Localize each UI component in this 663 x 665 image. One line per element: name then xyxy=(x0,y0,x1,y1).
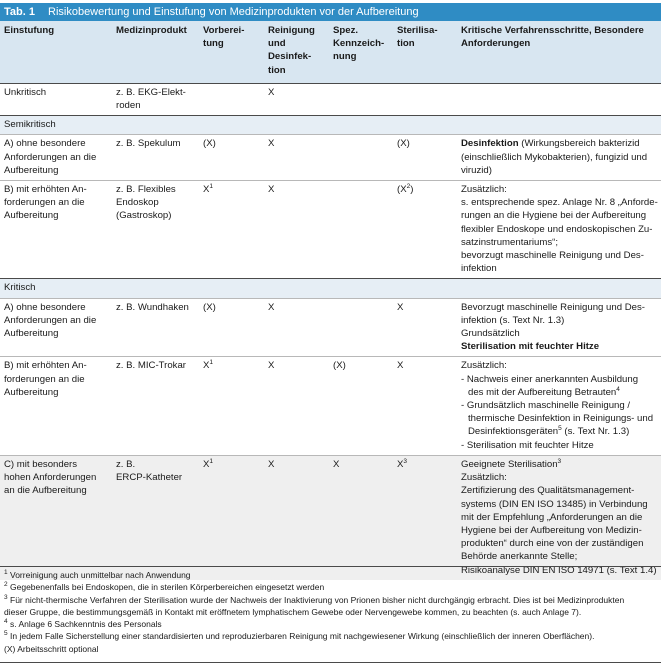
cell-vorbereitung: $X^1$ xyxy=(199,455,264,579)
footnote: $^2$ Gegebenenfalls bei Endoskopen, die in sterilen Körperbereichen eingesetzt werden xyxy=(4,581,325,593)
table-row-semikritisch-b xyxy=(0,181,661,279)
table-row-semikritisch-a xyxy=(0,135,661,181)
cell-produkt: z. B. Flexibles Endoskop (Gastroskop) xyxy=(112,181,199,279)
table-row-kritisch-b xyxy=(0,357,661,455)
cell-kennzeichnung: (X) xyxy=(329,357,393,455)
cell-kennzeichnung xyxy=(329,181,393,279)
section-row-semikritisch xyxy=(0,116,661,135)
header-reinigung: Reinigung und Desinfek- tion xyxy=(264,21,329,83)
cell-kennzeichnung xyxy=(329,135,393,181)
header-kennzeichnung: Spez. Kennzeich- nung xyxy=(329,21,393,83)
cell-einstufung: B) mit erhöhten An- forderungen an die Aufbereitung xyxy=(0,181,112,279)
footnote-legend: (X) Arbeitsschritt optional xyxy=(4,643,99,654)
cell-einstufung: B) mit erhöhten An- forderungen an die Aufbereitung xyxy=(0,357,112,455)
cell-kennzeichnung xyxy=(329,83,393,115)
table-row-kritisch-a xyxy=(0,298,661,357)
header-vorbereitung: Vorberei- tung xyxy=(199,21,264,83)
cell-reinigung: X xyxy=(264,83,329,115)
cell-vorbereitung: (X) xyxy=(199,135,264,181)
cell-einstufung: Unkritisch xyxy=(0,83,112,115)
header-kritische-schritte: Kritische Verfahrensschritte, Besondere Anforderungen xyxy=(457,21,661,83)
header-einstufung: Einstufung xyxy=(0,21,112,83)
cell-produkt: z. B. EKG-Elekt- roden xyxy=(112,83,199,115)
header-medizinprodukt: Medizinprodukt xyxy=(112,21,199,83)
cell-vorbereitung xyxy=(199,83,264,115)
cell-anforderungen xyxy=(457,83,661,115)
cell-reinigung: X xyxy=(264,357,329,455)
footnote: $^1$ Vorreinigung auch unmittelbar nach Anwendung xyxy=(4,569,191,580)
cell-sterilisation: (X) xyxy=(393,135,457,181)
cell-produkt: z. B. Spekulum xyxy=(112,135,199,181)
cell-anforderungen: Zusätzlich: - Nachweis einer anerkannten Ausbildung des mit der Aufbereitung Betrauten$^4$ - Grundsätzlich maschinelle Reinigung / thermische Desinfektion in Reinigungs- und Desinfektionsgeräten$^5$ (s. Text Nr. 1.3) - Sterilisation mit feuchter Hitze xyxy=(457,357,661,455)
cell-reinigung: X xyxy=(264,455,329,579)
cell-sterilisation xyxy=(393,83,457,115)
bottom-rule xyxy=(0,662,661,663)
cell-einstufung: C) mit besonders hohen Anforderungen an die Aufbereitung xyxy=(0,455,112,579)
header-row xyxy=(0,21,661,83)
section-label: Semikritisch xyxy=(0,116,661,135)
cell-produkt: z. B. Wundhaken xyxy=(112,298,199,357)
cell-reinigung: X xyxy=(264,298,329,357)
section-row-kritisch xyxy=(0,279,661,298)
cell-vorbereitung: $X^1$ xyxy=(199,357,264,455)
table-footnotes xyxy=(0,566,661,655)
cell-produkt: z. B. MIC-Trokar xyxy=(112,357,199,455)
cell-sterilisation: X xyxy=(393,357,457,455)
footnote: $^4$ s. Anlage 6 Sachkenntnis des Personals xyxy=(4,618,162,630)
cell-sterilisation: X xyxy=(393,298,457,357)
table-title-bar xyxy=(0,3,661,21)
cell-kennzeichnung: X xyxy=(329,455,393,579)
cell-kennzeichnung xyxy=(329,298,393,357)
footnote-continuation: dieser Gruppe, die bestimmungsgemäß in Kontakt mit eröffnetem lymphatischem Gewebe oder Nervengewebe kommen, zu beachten (s. auch Anlage 7). xyxy=(4,606,582,617)
header-sterilisation: Sterilisa- tion xyxy=(393,21,457,83)
table-number: Tab. 1 xyxy=(4,6,35,18)
risk-table xyxy=(0,21,661,580)
cell-anforderungen: Desinfektion (Wirkungsbereich bakterizid (einschließlich Mykobakterien), fungizid und viruzid) xyxy=(457,135,661,181)
section-label: Kritisch xyxy=(0,279,661,298)
cell-einstufung: A) ohne besondere Anforderungen an die Aufbereitung xyxy=(0,298,112,357)
cell-vorbereitung: (X) xyxy=(199,298,264,357)
footnote: $^3$ Für nicht-thermische Verfahren der Sterilisation wurde der Nachweis der Inaktivierung von Prionen bisher nicht durchgängig erbracht. Dies ist bei Medizinprodukten xyxy=(4,593,625,605)
table-row-unkritisch xyxy=(0,83,661,115)
cell-vorbereitung: $X^1$ xyxy=(199,181,264,279)
cell-reinigung: X xyxy=(264,181,329,279)
table-title: Risikobewertung und Einstufung von Medizinprodukten vor der Aufbereitung xyxy=(48,6,419,18)
cell-anforderungen: Zusätzlich: s. entsprechende spez. Anlage Nr. 8 „Anforde- rungen an die Hygiene bei der Aufbereitung flexibler Endoskope und endoskopischen Zu- satzinstrumentariums“; bevorzugt maschinelle Reinigung und Des- infektion xyxy=(457,181,661,279)
cell-reinigung: X xyxy=(264,135,329,181)
cell-anforderungen: Geeignete Sterilisation$^3$ Zusätzlich: Zertifizierung des Qualitätsmanagement- systems (DIN EN ISO 13485) in Verbindung mit der Empfehlung „Anforderungen an die Hygiene bei der Aufbereitung von Medizin- produkten“ durch eine von der zuständigen Behörde anerkannte Stelle; Risikoanalyse DIN EN ISO 14971 (s. Text 1.4) xyxy=(457,455,661,579)
cell-sterilisation: $(X^2)$ xyxy=(393,181,457,279)
table-row-kritisch-c xyxy=(0,455,661,579)
footnote: $^5$ In jedem Falle Sicherstellung einer standardisierten und reproduzierbaren Reinigung mit nachgewiesener Wirkung (einschließlich der inneren Oberflächen). xyxy=(4,630,595,642)
cell-anforderungen: Bevorzugt maschinelle Reinigung und Des- infektion (s. Text Nr. 1.3) Grundsätzlich Sterilisation mit feuchter Hitze xyxy=(457,298,661,357)
cell-produkt: z. B. ERCP-Katheter xyxy=(112,455,199,579)
cell-sterilisation: $X^3$ xyxy=(393,455,457,579)
cell-einstufung: A) ohne besondere Anforderungen an die Aufbereitung xyxy=(0,135,112,181)
